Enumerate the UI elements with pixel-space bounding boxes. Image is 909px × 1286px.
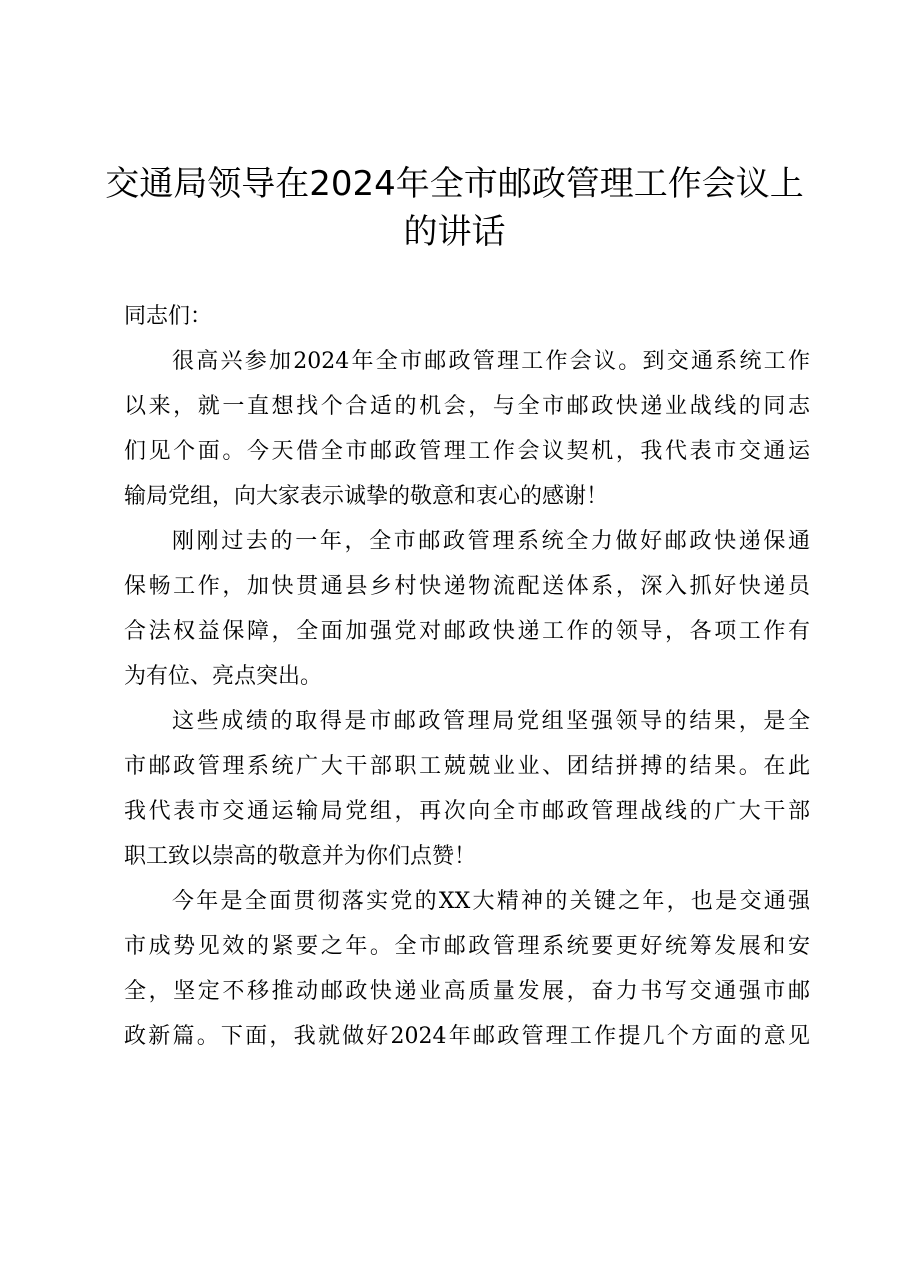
paragraph-4 (124, 879, 810, 1059)
paragraph-1 (124, 339, 810, 519)
title-line-2: 的讲话 (403, 212, 506, 252)
paragraph-line: 很高兴参加2024年全市邮政管理工作会议。到交通系统工作 (172, 349, 810, 374)
paragraph-line: 合法权益保障，全面加强党对邮政快递工作的领导，各项工作有 (124, 619, 810, 644)
paragraph-line: 市成势见效的紧要之年。全市邮政管理系统要更好统筹发展和安 (124, 934, 810, 959)
paragraph-line: 们见个面。今天借全市邮政管理工作会议契机，我代表市交通运 (124, 439, 810, 464)
paragraph-line: 以来，就一直想找个合适的机会，与全市邮政快递业战线的同志 (124, 394, 810, 419)
paragraph-line: 为有位、亮点突出。 (124, 664, 323, 689)
paragraph-line: 这些成绩的取得是市邮政管理局党组坚强领导的结果，是全 (172, 709, 810, 734)
paragraph-line: 输局党组，向大家表示诚挚的敬意和衷心的感谢！ (124, 484, 609, 509)
paragraph-line: 职工致以崇高的敬意并为你们点赞！ (124, 844, 477, 869)
paragraph-line: 我代表市交通运输局党组，再次向全市邮政管理战线的广大干部 (124, 799, 810, 824)
paragraph-2 (124, 519, 810, 699)
paragraph-line: 市邮政管理系统广大干部职工兢兢业业、团结拼搏的结果。在此 (124, 754, 810, 779)
paragraph-line: 今年是全面贯彻落实党的XX大精神的关键之年，也是交通强 (172, 889, 810, 914)
title-line-1: 交通局领导在2024年全市邮政管理工作会议上 (105, 164, 804, 204)
salutation: 同志们： (124, 304, 213, 329)
document-body (124, 294, 810, 1059)
paragraph-line: 全，坚定不移推动邮政快递业高质量发展，奋力书写交通强市邮 (124, 979, 810, 1004)
paragraph-line: 政新篇。下面，我就做好2024年邮政管理工作提几个方面的意见 (124, 1024, 810, 1049)
paragraph-3 (124, 699, 810, 879)
document-title (100, 160, 809, 256)
paragraph-line: 保畅工作，加快贯通县乡村快递物流配送体系，深入抓好快递员 (124, 574, 810, 599)
paragraph-line: 刚刚过去的一年，全市邮政管理系统全力做好邮政快递保通 (172, 529, 810, 554)
